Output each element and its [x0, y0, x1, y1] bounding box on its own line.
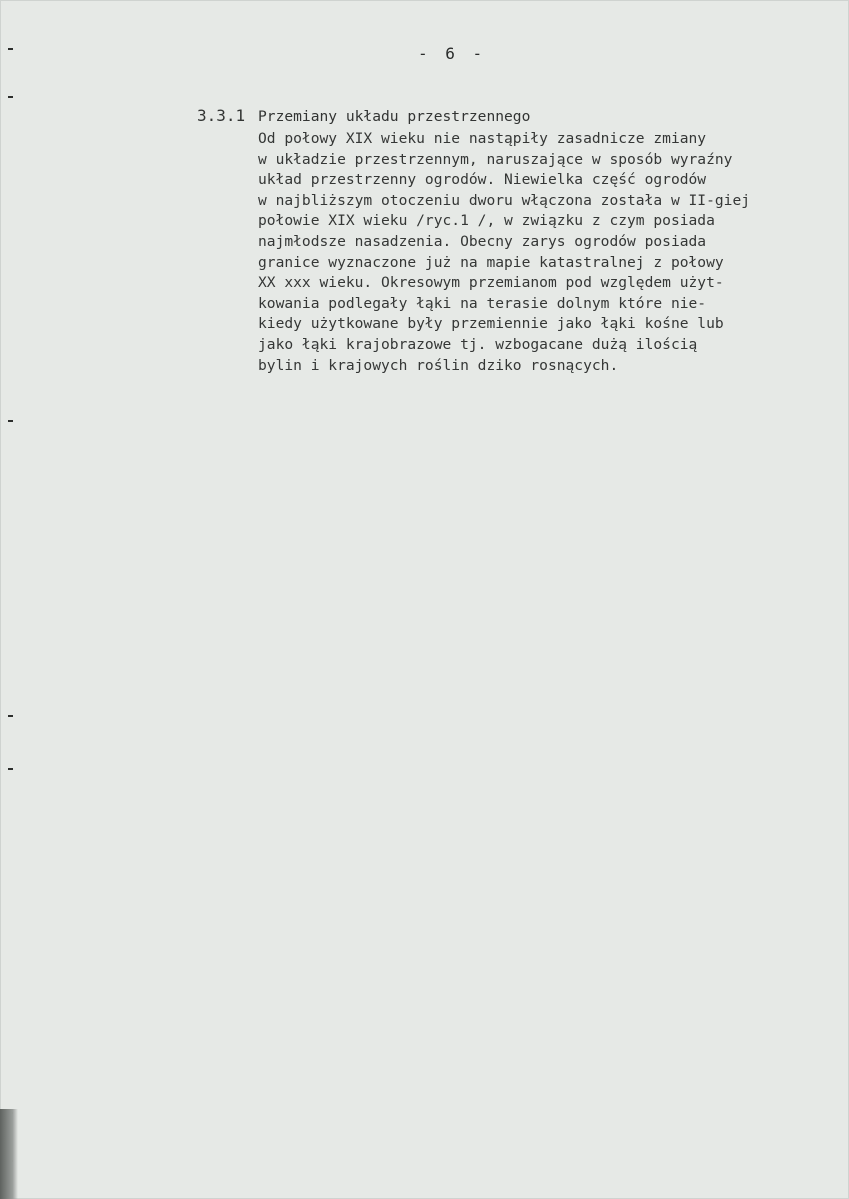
text-line: układ przestrzenny ogrodów. Niewielka część ogrodów: [258, 171, 707, 189]
margin-mark: [8, 768, 13, 770]
text-line: najmłodsze nasadzenia. Obecny zarys ogrodów posiada: [258, 232, 707, 250]
margin-mark: [8, 96, 13, 98]
text-line: granice wyznaczone już na mapie katastralnej z połowy: [258, 253, 724, 271]
text-line: kiedy użytkowane były przemiennie jako łąki kośne lub: [258, 315, 724, 333]
text-line: połowie XIX wieku /ryc.1 /, w związku z czym posiada: [258, 212, 715, 230]
text-line: kowania podlegały łąki na terasie dolnym które nie-: [258, 294, 707, 312]
margin-mark: [8, 715, 13, 717]
page-number: - 6 -: [418, 44, 487, 63]
margin-mark: [8, 420, 13, 422]
text-line: w układzie przestrzennym, naruszające w sposób wyraźny: [258, 150, 733, 168]
scan-shadow: [0, 1109, 18, 1199]
text-line: XX xxx wieku. Okresowym przemianom pod względem użyt-: [258, 274, 724, 292]
body-paragraph: [258, 129, 848, 376]
text-line: bylin i krajowych roślin dziko rosnących.: [258, 356, 619, 374]
text-line: w najbliższym otoczeniu dworu włączona została w II-giej: [258, 191, 751, 209]
section-number: 3.3.1: [197, 106, 246, 125]
text-line: Od połowy XIX wieku nie nastąpiły zasadnicze zmiany: [258, 130, 707, 147]
margin-mark: [8, 48, 13, 50]
text-line: jako łąki krajobrazowe tj. wzbogacane dużą ilością: [258, 335, 698, 353]
section-title: Przemiany układu przestrzennego: [258, 108, 531, 125]
